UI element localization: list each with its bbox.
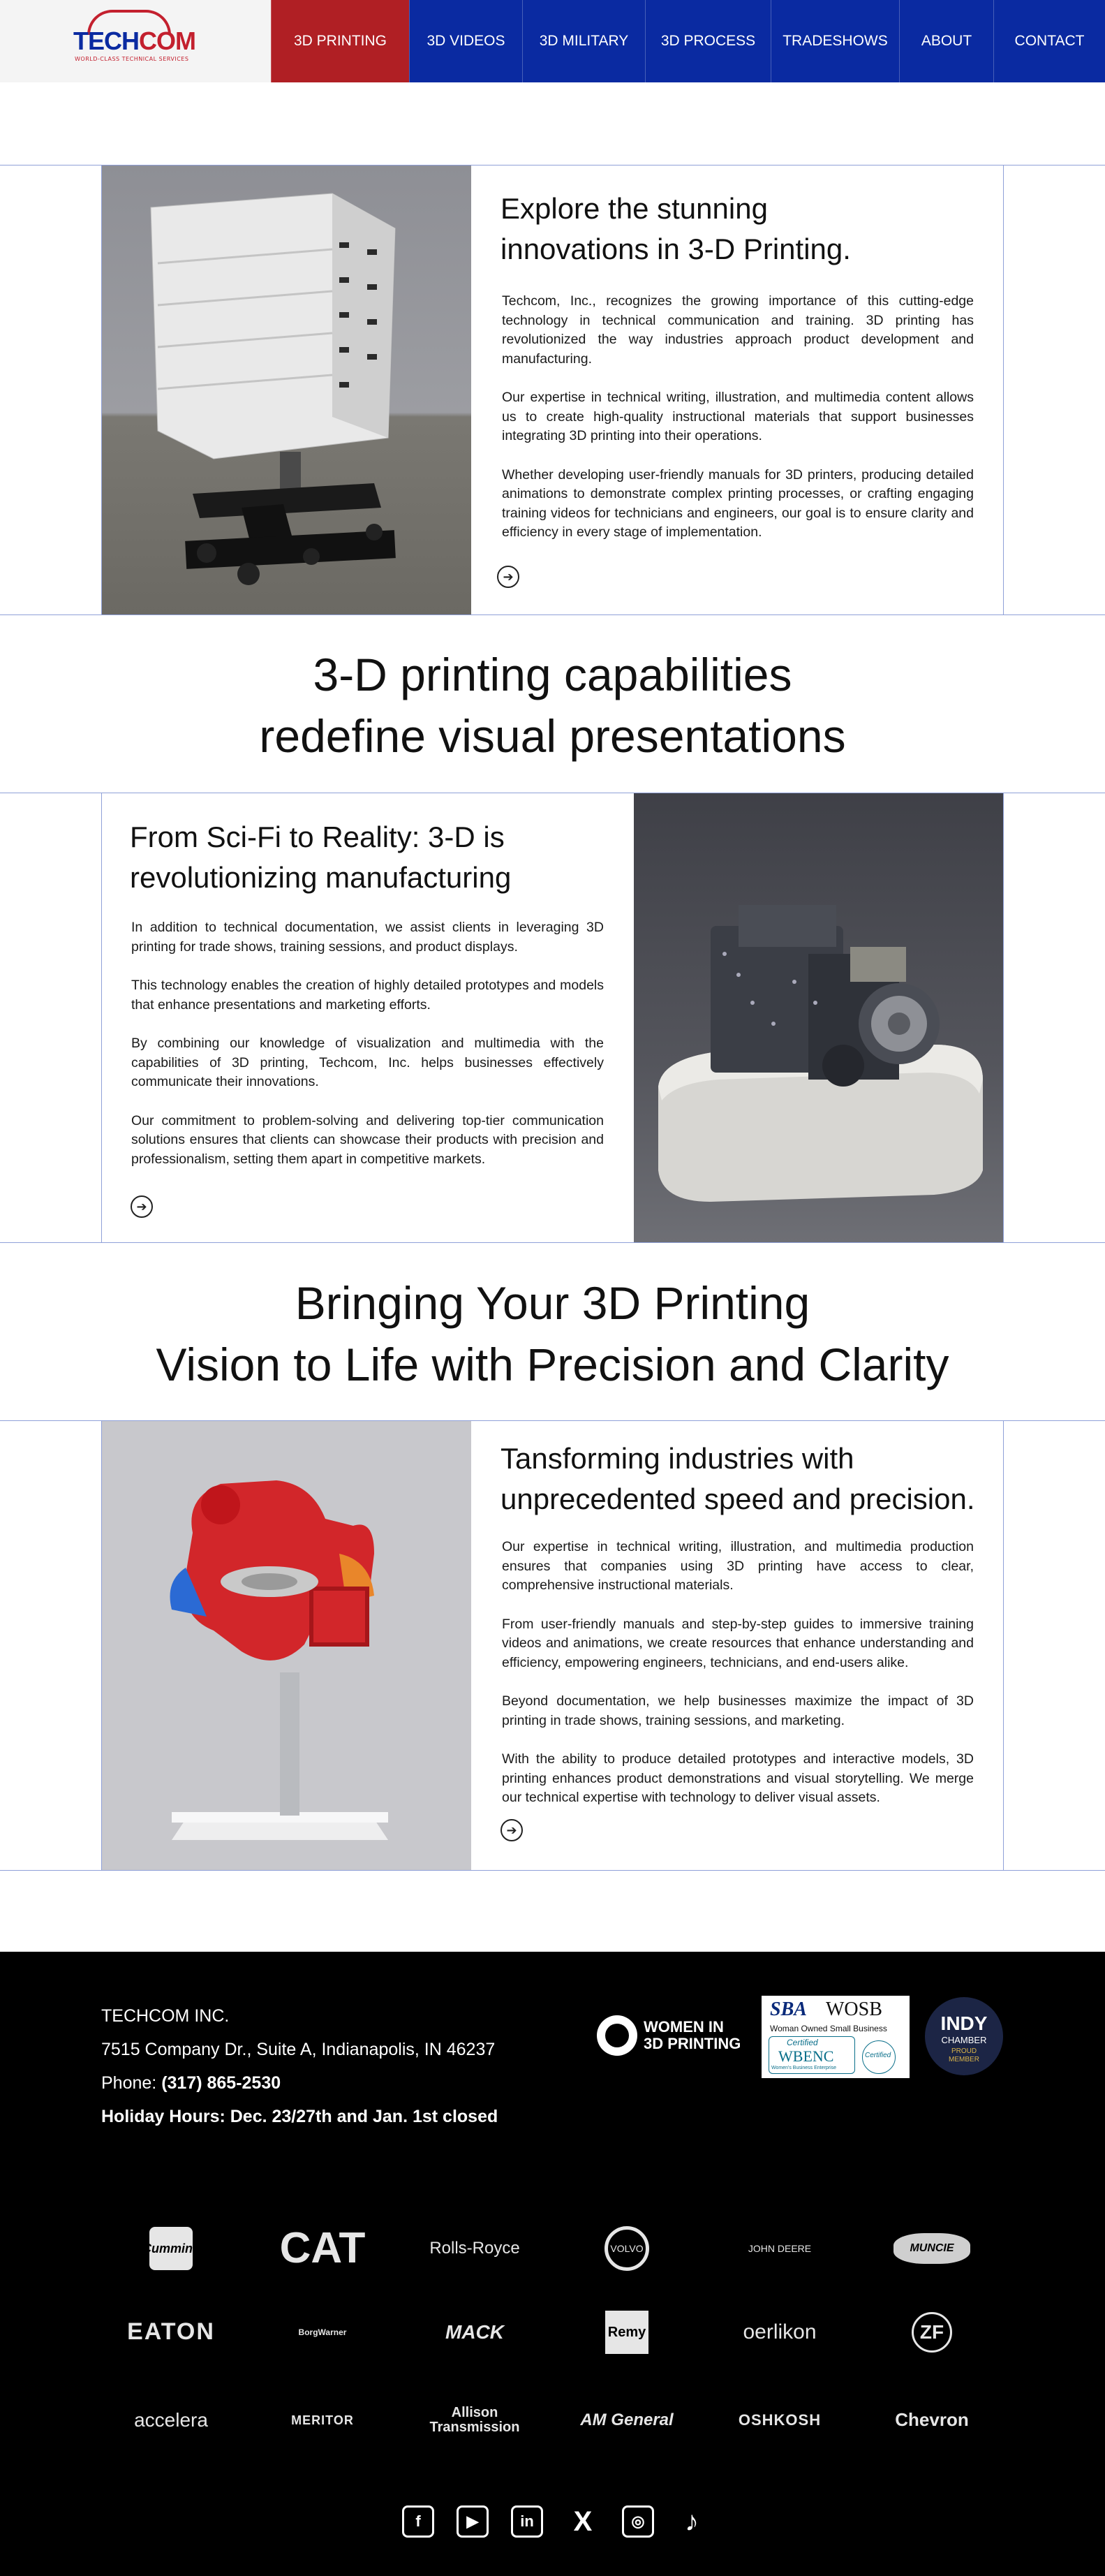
- brand-logo-label: AM General: [580, 2411, 674, 2430]
- divider: [1003, 1420, 1004, 1870]
- brand-logo-oerlikon: [720, 2304, 839, 2360]
- brand-logo-allison-transmission: [415, 2392, 534, 2448]
- brand-logo-eaton: [112, 2304, 230, 2360]
- brand-logo-label: MUNCIE: [893, 2233, 970, 2264]
- paragraph: Beyond documentation, we help businesses maximize the impact of 3D printing in trade shows, training sessions, and marketing.: [502, 1693, 974, 1728]
- 3d-printed-battery-rack-image: [102, 165, 471, 614]
- brand-logo-label: MACK: [445, 2321, 504, 2343]
- arrow-right-icon[interactable]: ➔: [497, 566, 519, 588]
- nav-about[interactable]: ABOUT: [899, 0, 993, 82]
- paragraph: Whether developing user-friendly manuals for 3D printers, producing detailed animations to demonstrate complex printing processes, or crafting engaging training videos for technicians and engineers, our goal is to ensure clarity and efficiency in every stage of implementation.: [502, 466, 974, 540]
- brand-logo-label: accelera: [134, 2409, 208, 2431]
- x-icon[interactable]: X: [573, 2505, 593, 2537]
- section3-heading: Tansforming industries with unprecedented speed and precision.: [500, 1442, 975, 1515]
- logo-name: TECHCOM: [73, 27, 195, 55]
- logo-tagline: WORLD-CLASS TECHNICAL SERVICES: [75, 56, 189, 62]
- brand-logo-muncie: [873, 2221, 991, 2276]
- section3-body: [502, 1538, 974, 1827]
- company-address: 7515 Company Dr., Suite A, Indianapolis, IN 46237: [101, 2040, 496, 2059]
- brand-logo-chevron: [873, 2392, 991, 2448]
- linkedin-icon[interactable]: in: [511, 2505, 543, 2538]
- youtube-icon[interactable]: ▶: [457, 2505, 489, 2538]
- brand-logo-remy: [568, 2304, 686, 2360]
- brand-logo-am-general: [568, 2392, 686, 2448]
- brand-logo-meritor: [263, 2392, 382, 2448]
- divider: [0, 1242, 1105, 1243]
- brand-logo-label: Allison Transmission: [429, 2405, 520, 2435]
- arrow-right-icon[interactable]: ➔: [500, 1819, 523, 1841]
- brand-logo-label: OSHKOSH: [738, 2411, 822, 2429]
- brand-logo-accelera: [112, 2392, 230, 2448]
- paragraph: Our commitment to problem-solving and delivering top-tier communication solutions ensures that clients can showcase their products with precision and professionalism, setting them apart in competitive markets.: [131, 1112, 604, 1167]
- brand-logo-label: oerlikon: [743, 2320, 817, 2344]
- brand-logo-zf: [873, 2304, 991, 2360]
- brand-logo-label: ZF: [912, 2312, 952, 2353]
- paragraph: With the ability to produce detailed prototypes and interactive models, 3D printing enhances product demonstrations and visual storytelling. We merge our technical expertise with technology to deliver visual assets.: [502, 1751, 974, 1805]
- brand-logo-label: CAT: [279, 2224, 366, 2273]
- nav-3d-process[interactable]: 3D PROCESS: [645, 0, 771, 82]
- brand-logo-cat: [263, 2221, 382, 2276]
- brand-logo-oshkosh: [720, 2392, 839, 2448]
- phone-link[interactable]: (317) 865-2530: [161, 2073, 281, 2093]
- indy-chamber-badge: INDY CHAMBER PROUD MEMBER: [925, 1997, 1003, 2075]
- paragraph: This technology enables the creation of highly detailed prototypes and models that enhance presentations and marketing efforts.: [131, 978, 604, 1013]
- top-navigation: [0, 0, 1105, 82]
- brand-logo-label: VOLVO: [605, 2226, 649, 2271]
- section1-heading: Explore the stunning innovations in 3-D Printing.: [500, 192, 851, 265]
- divider: [1003, 165, 1004, 614]
- divider: [1003, 793, 1004, 1242]
- brand-logo-label: BorgWarner: [298, 2327, 347, 2337]
- holiday-hours: Holiday Hours: Dec. 23/27th and Jan. 1st closed: [101, 2107, 498, 2126]
- brand-logo-rolls-royce: [415, 2221, 534, 2276]
- tiktok-icon[interactable]: ♪: [685, 2505, 699, 2537]
- divider: [0, 1870, 1105, 1871]
- paragraph: In addition to technical documentation, we assist clients in leveraging 3D printing for trade shows, training sessions, and product displays.: [131, 920, 604, 955]
- nav-contact[interactable]: CONTACT: [993, 0, 1105, 82]
- section2-body: [131, 918, 604, 1188]
- brand-logo-borgwarner: [263, 2304, 382, 2360]
- divider: [0, 614, 1105, 615]
- brand-logo-label: Remy: [605, 2311, 648, 2354]
- nav-3d-military[interactable]: 3D MILITARY: [522, 0, 645, 82]
- instagram-icon[interactable]: ◎: [622, 2505, 654, 2538]
- section1-body: [502, 292, 974, 562]
- 3d-printed-engine-model-image: [634, 793, 1003, 1242]
- facebook-icon[interactable]: f: [402, 2505, 434, 2538]
- paragraph: Our expertise in technical writing, illustration, and multimedia content allows us to create high-quality instructional materials that support businesses integrating 3D printing into their operations.: [502, 390, 974, 443]
- brand-logo-label: JOHN DEERE: [748, 2242, 812, 2254]
- paragraph: From user-friendly manuals and step-by-step guides to immersive training videos and animations, we create resources that enhance understanding and efficiency, empowering engineers, technicians, and end-users alike.: [502, 1616, 974, 1670]
- nav-3d-videos[interactable]: 3D VIDEOS: [409, 0, 522, 82]
- band1-title: 3-D printing capabilities redefine visual presentations: [259, 649, 846, 762]
- brand-logo-label: EATON: [127, 2318, 215, 2346]
- brand-logo-label: MERITOR: [291, 2413, 354, 2427]
- paragraph: Our expertise in technical writing, illustration, and multimedia production ensures that companies using 3D printing have access to clear, comprehensive instructional materials.: [502, 1539, 974, 1593]
- brand-logo-label: Chevron: [895, 2409, 969, 2431]
- nav-tradeshows[interactable]: TRADESHOWS: [771, 0, 899, 82]
- arrow-right-icon[interactable]: ➔: [131, 1195, 153, 1218]
- paragraph: Techcom, Inc., recognizes the growing importance of this cutting-edge technology in technical communication and training. 3D printing has revolutionized the way industries approach product development and manufacturing.: [502, 293, 974, 367]
- sba-wosb-badge: SBA WOSB Woman Owned Small Business Certified WBENC Women's Business Enterprise Certified: [762, 1996, 910, 2078]
- logo-area: [0, 0, 271, 82]
- brand-logo-cummins: [112, 2221, 230, 2276]
- 3d-printed-turbocharger-image: [102, 1421, 471, 1870]
- divider: [101, 793, 102, 1242]
- brand-logo-mack: [415, 2304, 534, 2360]
- brand-logo-label: Cummins: [149, 2227, 193, 2270]
- brand-logo-volvo: [568, 2221, 686, 2276]
- brand-logo-john-deere: [720, 2221, 839, 2276]
- techcom-logo[interactable]: [73, 6, 195, 75]
- women-3d-printing-badge: WOMEN IN 3D PRINTING: [644, 2018, 741, 2052]
- paragraph: By combining our knowledge of visualization and multimedia with the capabilities of 3D printing, Techcom, Inc. helps businesses effectively communicate their innovations.: [131, 1036, 604, 1089]
- women-3d-printing-icon: [597, 2015, 637, 2056]
- company-phone: Phone: (317) 865-2530: [101, 2073, 281, 2093]
- nav-3d-printing[interactable]: 3D PRINTING: [271, 0, 409, 82]
- company-name: TECHCOM INC.: [101, 2006, 230, 2026]
- band2-title: Bringing Your 3D Printing Vision to Life with Precision and Clarity: [156, 1277, 949, 1390]
- section2-heading: From Sci-Fi to Reality: 3-D is revolutionizing manufacturing: [130, 820, 512, 894]
- brand-logo-label: Rolls-Royce: [429, 2239, 520, 2258]
